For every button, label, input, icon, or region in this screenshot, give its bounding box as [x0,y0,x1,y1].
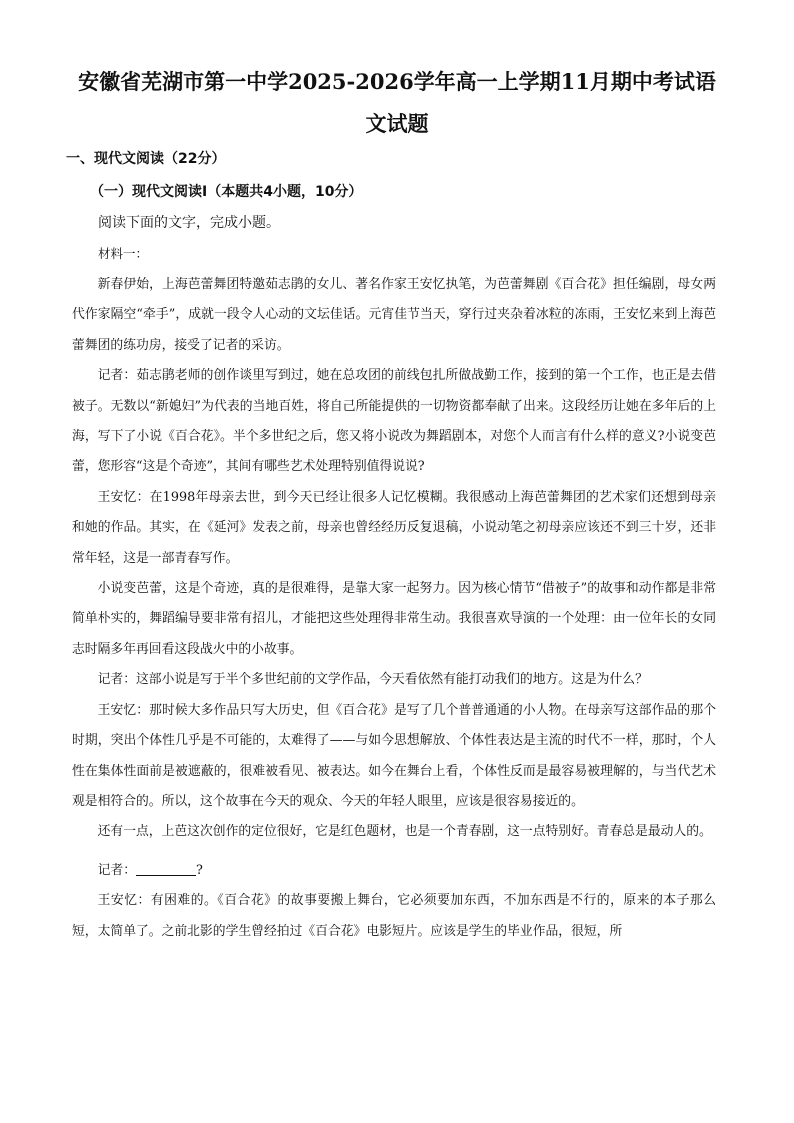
document-title-line2: 文试题 [365,111,429,136]
passage-paragraph: 小说变芭蕾，这是个奇迹，真的是很难得，是靠大家一起努力。因为核心情节“借被子”的故事和动作都是非常简单朴实的，舞蹈编导要非常有招儿，才能把这些处理得非常生动。我很喜欢导演的一个处理：由一位年长的女同志时隔多年再回看这段战火中的小故事。 [72,581,716,657]
passage-paragraph: 王安忆：在1998年母亲去世，到今天已经让很多人记忆模糊。我很感动上海芭蕾舞团的艺术家们还想到母亲和她的作品。其实，在《延河》发表之前，母亲也曾经经历反复退稿，小说动笔之初母亲应该还不到三十岁，还非常年轻，这是一部青春写作。 [72,489,716,566]
passage-paragraph: 新春伊始，上海芭蕾舞团特邀茹志鹃的女儿、著名作家王安忆执笔，为芭蕾舞剧《百合花》担任编剧，母女两代作家隔空“牵手”，成就一段令人心动的文坛佳话。元宵佳节当天，穿行过夹杂着冰粒的冻雨，王安忆来到上海芭蕾舞团的练功房，接受了记者的采访。 [72,277,716,353]
document-title-line1: 安徽省芜湖市第一中学2025-2026学年高一上学期11月期中考试语 [78,69,716,94]
reading-instruction: 阅读下面的文字，完成小题。 [98,215,280,231]
section-heading: 一、现代文阅读（22分） [66,151,226,167]
fill-in-blank [136,861,196,876]
passage-paragraph: 王安忆：那时候大多作品只写大历史，但《百合花》是写了几个普普通通的小人物。在母亲写这部作品的那个时期，突出个体性几乎是不可能的，太难得了——与如今思想解放、个体性表达是主流的时代不一样，那时，个人性在集体性面前是被遮蔽的，很难被看见、被表达。如今在舞台上看，个体性反而是最容易被理解的，与当代艺术观是相符合的。所以，这个故事在今天的观众、今天的年轻人眼里，应该是很容易接近的。 [72,702,716,809]
subsection-heading: （一）现代文阅读Ⅰ（本题共4小题，10分） [90,184,363,200]
reporter-question-blank [72,856,716,886]
reading-passage [72,270,716,947]
passage-paragraph: 记者：茹志鹃老师的创作谈里写到过，她在总攻团的前线包扎所做战勤工作，接到的第一个工作，也正是去借被子。无数以“新媳妇”为代表的当地百姓，将自己所能提供的一切物资都奉献了出来。这段经历让她在多年后的上海，写下了小说《百合花》。半个多世纪之后，您又将小说改为舞蹈剧本，对您个人而言有什么样的意义?小说变芭蕾，您形容“这是个奇迹”，其间有哪些艺术处理特别值得说说? [72,368,716,475]
passage-paragraph: 还有一点，上芭这次创作的定位很好，它是红色题材，也是一个青春剧，这一点特别好。青春总是最动人的。 [97,824,712,840]
blank-suffix: ? [195,862,203,878]
passage-paragraph: 记者：这部小说是写于半个多世纪前的文学作品，今天看依然有能打动我们的地方。这是为什么？ [97,672,648,688]
material-label: 材料一： [98,246,149,261]
blank-prefix: 记者： [97,862,136,878]
passage-paragraph: 王安忆：有困难的。《百合花》的故事要搬上舞台，它必须要加东西，不加东西是不行的，原来的本子那么短，太简单了。之前北影的学生曾经拍过《百合花》电影短片。应该是学生的毕业作品，很短，所 [72,893,716,939]
